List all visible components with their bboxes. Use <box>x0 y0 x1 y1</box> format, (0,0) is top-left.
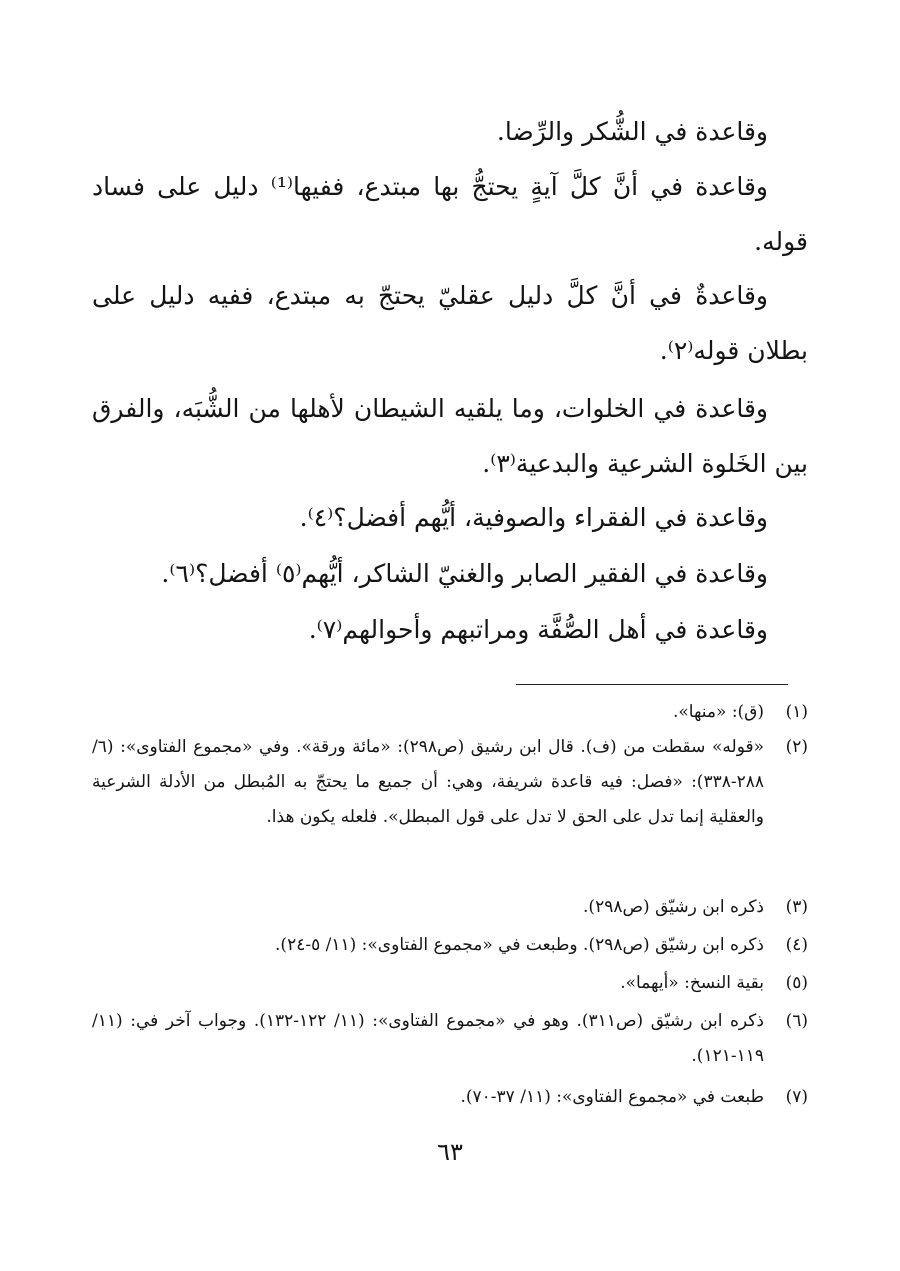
footnote-1 <box>92 695 808 730</box>
paragraph-aqli: وقاعدةٌ في أنَّ كلَّ دليل عقليّ يحتجّ به مبتدع، ففيه دليل على بطلان قوله⁽٢⁾. <box>92 281 808 365</box>
footnote-3 <box>92 890 808 925</box>
paragraph-faqir-ghani: وقاعدة في الفقير الصابر والغنيّ الشاكر، أيُّهم⁽٥⁾ أفضل؟⁽٦⁾. <box>161 559 768 588</box>
footnote-number: (٣) <box>785 897 808 917</box>
paragraph-ayah: وقاعدة في أنَّ كلَّ آيةٍ يحتجُّ بها مبتدع، ففيها⁽¹⁾ دليل على فساد قوله. <box>92 172 808 256</box>
footnote-text: ذكره ابن رشيّق (ص٢٩٨). <box>583 897 764 917</box>
footnote-6 <box>92 1004 808 1074</box>
paragraph-fuqara: وقاعدة في الفقراء والصوفية، أيُّهم أفضل؟⁽٤⁾. <box>299 503 768 532</box>
main-text <box>92 0 808 670</box>
footnote-number: (٢) <box>785 737 808 757</box>
footnote-number: (١) <box>785 702 808 722</box>
footnote-text: «قوله» سقطت من (ف). قال ابن رشيق (ص٢٩٨): «مائة ورقة». وفي «مجموع الفتاوى»: (٦/ ٢٨٨-٣٣٨): «فصل: فيه قاعدة شريفة، وهي: أن جميع ما يحتجّ به المُبطل من الأدلة الشرعية والعقلية إنما تدل على الحق لا تدل على قول المبطل». فلعله يكون هذا. <box>92 737 765 827</box>
footnote-4 <box>92 928 808 963</box>
footnote-2 <box>92 730 808 835</box>
footnote-text: طبعت في «مجموع الفتاوى»: (١١/ ٣٧-٧٠). <box>460 1087 764 1107</box>
footnote-number: (٤) <box>785 935 808 955</box>
footnote-7 <box>92 1080 808 1115</box>
footnote-number: (٧) <box>785 1087 808 1107</box>
footnote-text: بقية النسخ: «أيهما». <box>620 973 764 993</box>
footnote-text: ذكره ابن رشيّق (ص٢٩٨). وطبعت في «مجموع الفتاوى»: (١١/ ٥-٢٤). <box>275 935 764 955</box>
footnote-text: ذكره ابن رشيّق (ص٣١١). وهو في «مجموع الفتاوى»: (١١/ ١٢٢-١٣٢). وجواب آخر في: (١١/ ١١٩-١٢١). <box>92 1011 764 1066</box>
paragraph-khalawat: وقاعدة في الخلوات، وما يلقيه الشيطان لأهلها من الشُّبَه، والفرق بين الخَلوة الشرعية والبدعية⁽٣⁾. <box>92 394 808 478</box>
footnote-number: (٦) <box>785 1011 808 1031</box>
footnote-text: (ق): «منها». <box>672 702 764 722</box>
footnote-divider <box>516 684 788 685</box>
paragraph-suffa: وقاعدة في أهل الصُّفَّة ومراتبهم وأحوالهم⁽٧⁾. <box>308 615 768 644</box>
paragraph-shukr: وقاعدة في الشُّكر والرِّضا. <box>496 117 768 146</box>
footnote-number: (٥) <box>785 973 808 993</box>
page-number: ٦٣ <box>437 1138 463 1166</box>
footnote-5 <box>92 966 808 1001</box>
